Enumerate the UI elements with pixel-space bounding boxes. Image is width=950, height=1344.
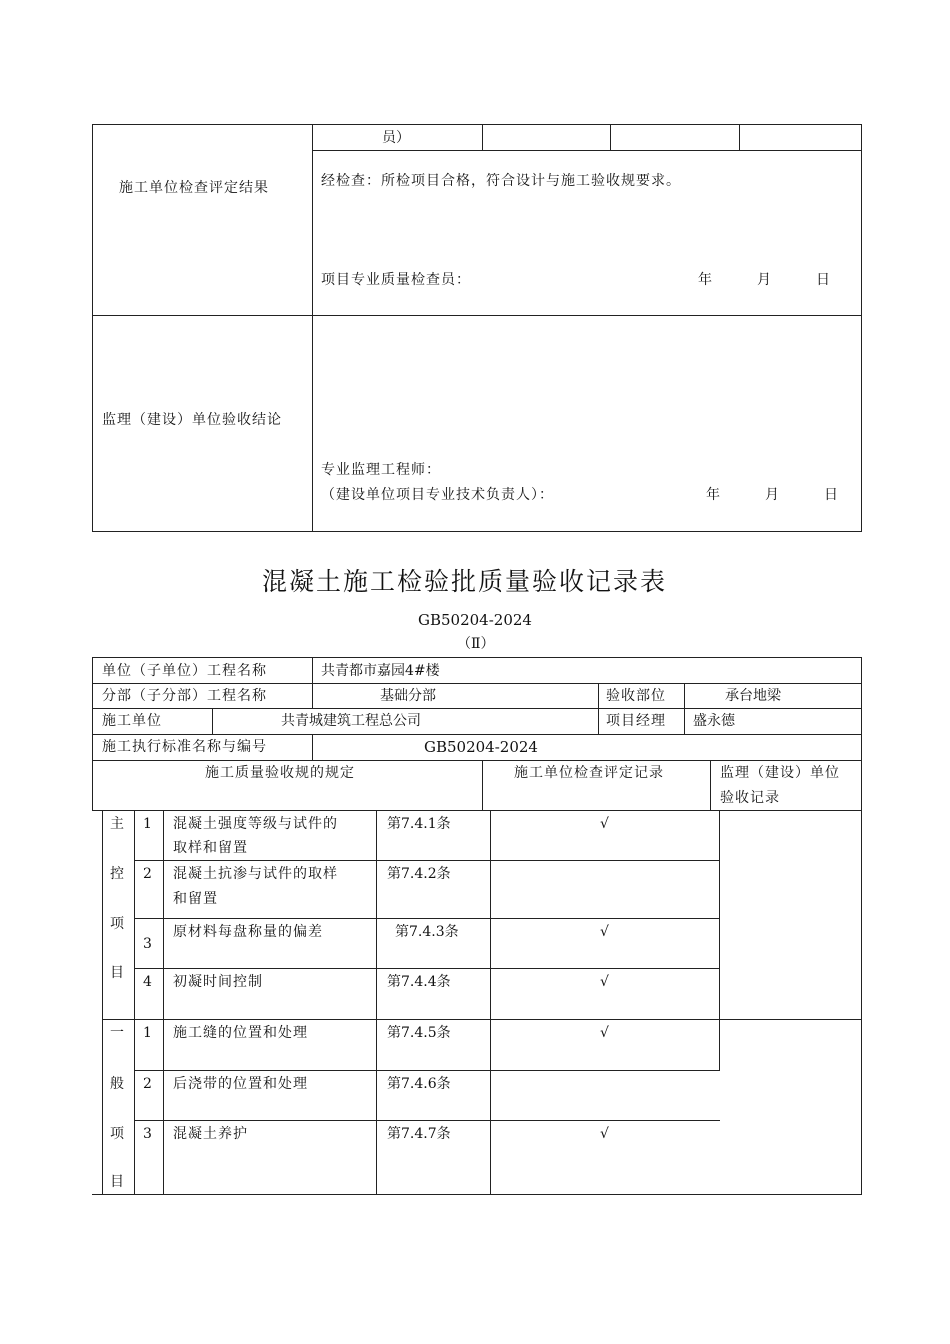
item-name-continued: 取样和留置 [173,840,248,856]
table-row-line [92,760,862,761]
spec-header: 施工质量验收规的规定 [205,765,355,781]
top-table-border-right [861,124,862,532]
standard-value: GB50204-2024 [424,738,538,756]
item-number: 1 [143,1025,152,1041]
info-label-divider [312,657,313,709]
date-day: 日 [816,272,830,288]
item-name: 混凝土强度等级与试件的 [173,816,338,832]
item-row-line [134,1070,720,1071]
main-control-group-char: 目 [110,965,124,981]
continued-cell-text: 员） [382,130,410,146]
item-clause: 第7.4.7条 [387,1126,451,1142]
info-cell-divider [212,708,213,735]
construction-result-label: 施工单位检查评定结果 [119,180,269,196]
table-border-top [92,657,862,658]
main-control-group-char: 控 [110,866,124,882]
check-mark: √ [600,1126,609,1142]
table-row-line [92,734,862,735]
form-standard-code: GB50204-2024 [418,611,532,629]
table-row-line [92,708,862,709]
item-clause: 第7.4.6条 [387,1076,451,1092]
item-name-continued: 和留置 [173,891,218,907]
top-table-border-bottom [92,531,862,532]
general-group-char: 项 [110,1126,124,1142]
top-table-cell-divider [739,124,740,151]
item-number: 3 [143,1126,152,1142]
item-clause: 第7.4.5条 [387,1025,451,1041]
main-control-group-char: 项 [110,916,124,932]
item-clause: 第7.4.1条 [387,816,451,832]
item-number: 3 [143,936,152,952]
general-group-char: 目 [110,1174,124,1190]
name-column-left [163,810,164,1195]
contractor-label: 施工单位 [102,713,162,729]
supervisor-column-left [719,810,720,1071]
acceptance-part-value: 承台地梁 [725,688,781,704]
date-month: 月 [765,487,779,503]
owner-technical-lead-label: （建设单位项目专业技术负责人）： [321,487,554,503]
date-year: 年 [698,272,712,288]
item-number: 2 [143,866,152,882]
table-border-left [92,657,93,811]
info-cell-divider [598,683,599,735]
date-year: 年 [706,487,720,503]
item-row-line [134,968,720,969]
date-month: 月 [757,272,771,288]
item-clause: 第7.4.4条 [387,974,451,990]
form-part-number: （Ⅱ） [457,636,495,652]
table-header-bottom [92,810,862,811]
quality-inspector-label: 项目专业质量检查员： [321,272,471,288]
item-number: 2 [143,1076,152,1092]
item-clause: 第7.4.3条 [395,924,459,940]
item-name: 原材料每盘称量的偏差 [173,924,323,940]
acceptance-part-label: 验收部位 [606,688,666,704]
info-label-divider [312,734,313,761]
item-name: 后浇带的位置和处理 [173,1076,308,1092]
item-row-line [134,918,720,919]
general-group-char: 一 [110,1025,124,1041]
item-name: 施工缝的位置和处理 [173,1025,308,1041]
check-mark: √ [600,816,609,832]
top-table-border-top [92,124,862,125]
info-cell-divider [684,683,685,735]
top-table-border-left [92,124,93,532]
division-value: 基础分部 [380,688,436,704]
main-control-group-char: 主 [110,816,124,832]
top-table-cell-divider [482,124,483,151]
top-table-row-divider [312,150,862,151]
general-group-char: 般 [110,1076,124,1092]
top-table-label-divider [312,124,313,532]
division-label: 分部（子分部）工程名称 [102,688,267,704]
item-number: 4 [143,974,152,990]
item-name: 混凝土养护 [173,1126,248,1142]
item-row-line [134,860,720,861]
item-clause: 第7.4.2条 [387,866,451,882]
group-column-left [102,810,103,1195]
clause-column-left [376,810,377,1195]
header-divider [710,760,711,811]
form-title: 混凝土施工检验批质量验收记录表 [262,567,668,596]
item-number: 1 [143,816,152,832]
supervision-engineer-label: 专业监理工程师： [321,462,441,478]
record-column-left [490,810,491,1195]
contractor-value: 共青城建筑工程总公司 [281,713,421,729]
check-mark: √ [600,1025,609,1041]
check-mark: √ [600,924,609,940]
top-table-section-divider [92,315,862,316]
supervision-conclusion-label: 监理（建设）单位验收结论 [102,412,282,428]
project-manager-value: 盛永德 [693,713,735,729]
unit-project-value: 共青都市嘉园4#楼 [321,663,440,679]
table-border-right [861,657,862,1195]
item-name: 初凝时间控制 [173,974,263,990]
supervisor-record-header-line1: 监理（建设）单位 [720,765,840,781]
item-row-line [134,1120,720,1121]
contractor-record-header: 施工单位检查评定记录 [514,765,664,781]
standard-label: 施工执行标准名称与编号 [102,739,267,755]
check-mark: √ [600,974,609,990]
inspection-statement: 经检查：所检项目合格，符合设计与施工验收规要求。 [321,173,681,189]
project-manager-label: 项目经理 [606,713,666,729]
supervisor-record-header-line2: 验收记录 [720,790,780,806]
table-border-bottom [92,1194,862,1195]
table-row-line [92,683,862,684]
item-name: 混凝土抗渗与试件的取样 [173,866,338,882]
number-column-left [134,810,135,1195]
top-table-cell-divider [610,124,611,151]
unit-project-label: 单位（子单位）工程名称 [102,663,267,679]
header-divider [482,760,483,811]
group-divider [102,1019,862,1020]
date-day: 日 [824,487,838,503]
